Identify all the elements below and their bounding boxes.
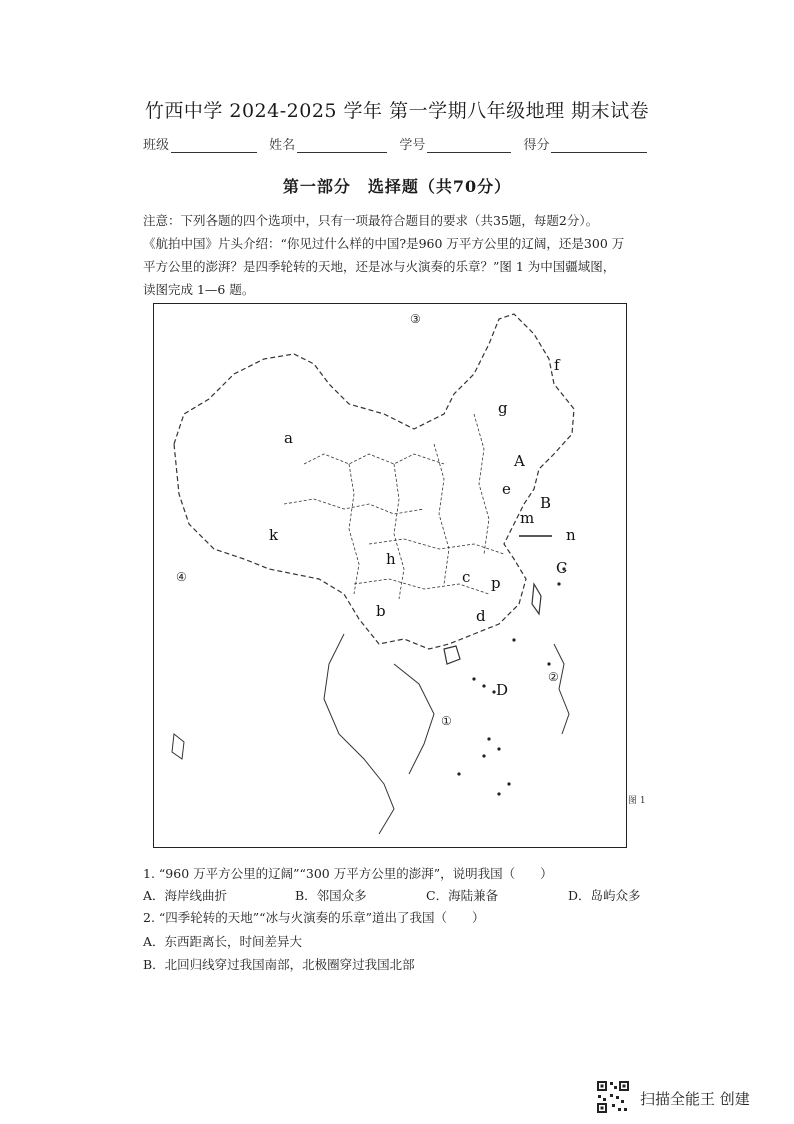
question-2-stem: 2. “四季轮转的天地”“冰与火演奏的乐章”道出了我国（ ） xyxy=(143,910,485,925)
map-label-p: p xyxy=(491,574,501,592)
map-label-e: e xyxy=(502,480,511,498)
score-blank xyxy=(551,140,647,153)
map-label-h: h xyxy=(386,550,396,568)
map-label-d: d xyxy=(476,607,486,625)
student-id-blank xyxy=(427,140,511,153)
map-label-b: b xyxy=(376,602,386,620)
q1-option-b[interactable]: B．邻国众多 xyxy=(295,888,367,903)
intro-line-2: 《航拍中国》片头介绍：“你见过什么样的中国?是960 万平方公里的辽阔，还是300 万 xyxy=(143,236,625,251)
intro-line-3: 平方公里的澎湃？是四季轮转的天地，还是冰与火演奏的乐章？”图 1 为中国疆域图， xyxy=(143,259,616,274)
map-label-c: c xyxy=(462,568,471,586)
map-circle-4: ④ xyxy=(176,570,187,584)
map-label-D: D xyxy=(496,681,509,699)
student-id-label: 学号 xyxy=(399,138,426,153)
name-blank xyxy=(297,140,387,153)
map-circle-3: ③ xyxy=(410,312,421,326)
student-info-row xyxy=(143,134,655,153)
score-label: 得分 xyxy=(523,138,550,153)
intro-line-4: 读图完成 1—6 题。 xyxy=(143,282,255,297)
exam-title: 竹西中学 2024-2025 学年 第一学期八年级地理 期末试卷 xyxy=(144,100,650,122)
map-label-k: k xyxy=(269,526,279,544)
map-label-C: C xyxy=(556,559,568,577)
china-territory-map xyxy=(153,303,627,848)
q2-option-b[interactable]: B．北回归线穿过我国南部，北极圈穿过我国北部 xyxy=(143,957,415,972)
figure-label: 图 1 xyxy=(628,796,646,806)
intro-line-1: 注意：下列各题的四个选项中，只有一项最符合题目的要求（共35题，每题2分）。 xyxy=(143,213,599,228)
map-label-f: f xyxy=(554,356,560,374)
q2-option-a[interactable]: A．东西距离长，时间差异大 xyxy=(143,934,303,949)
qr-code-icon xyxy=(596,1080,630,1114)
class-label: 班级 xyxy=(143,138,170,153)
scanner-app-text: 扫描全能王 创建 xyxy=(640,1090,750,1108)
name-label: 姓名 xyxy=(269,138,296,153)
q1-option-a[interactable]: A．海岸线曲折 xyxy=(143,888,228,903)
class-blank xyxy=(171,140,257,153)
map-circle-2: ② xyxy=(548,670,559,684)
map-label-B: B xyxy=(540,494,552,512)
section-title: 第一部分 选择题（共70分） xyxy=(282,177,512,196)
map-label-n: n xyxy=(566,526,576,544)
map-label-g: g xyxy=(498,399,508,417)
question-1-options xyxy=(143,886,703,906)
question-1-stem: 1. “960 万平方公里的辽阔”“300 万平方公里的澎湃”，说明我国（ ） xyxy=(143,866,553,881)
map-label-A: A xyxy=(514,452,525,470)
map-label-a: a xyxy=(284,429,293,447)
q1-option-c[interactable]: C．海陆兼备 xyxy=(426,888,499,903)
q1-option-d[interactable]: D．岛屿众多 xyxy=(568,888,641,903)
map-label-m: m xyxy=(520,509,535,527)
map-circle-1: ① xyxy=(441,714,452,728)
